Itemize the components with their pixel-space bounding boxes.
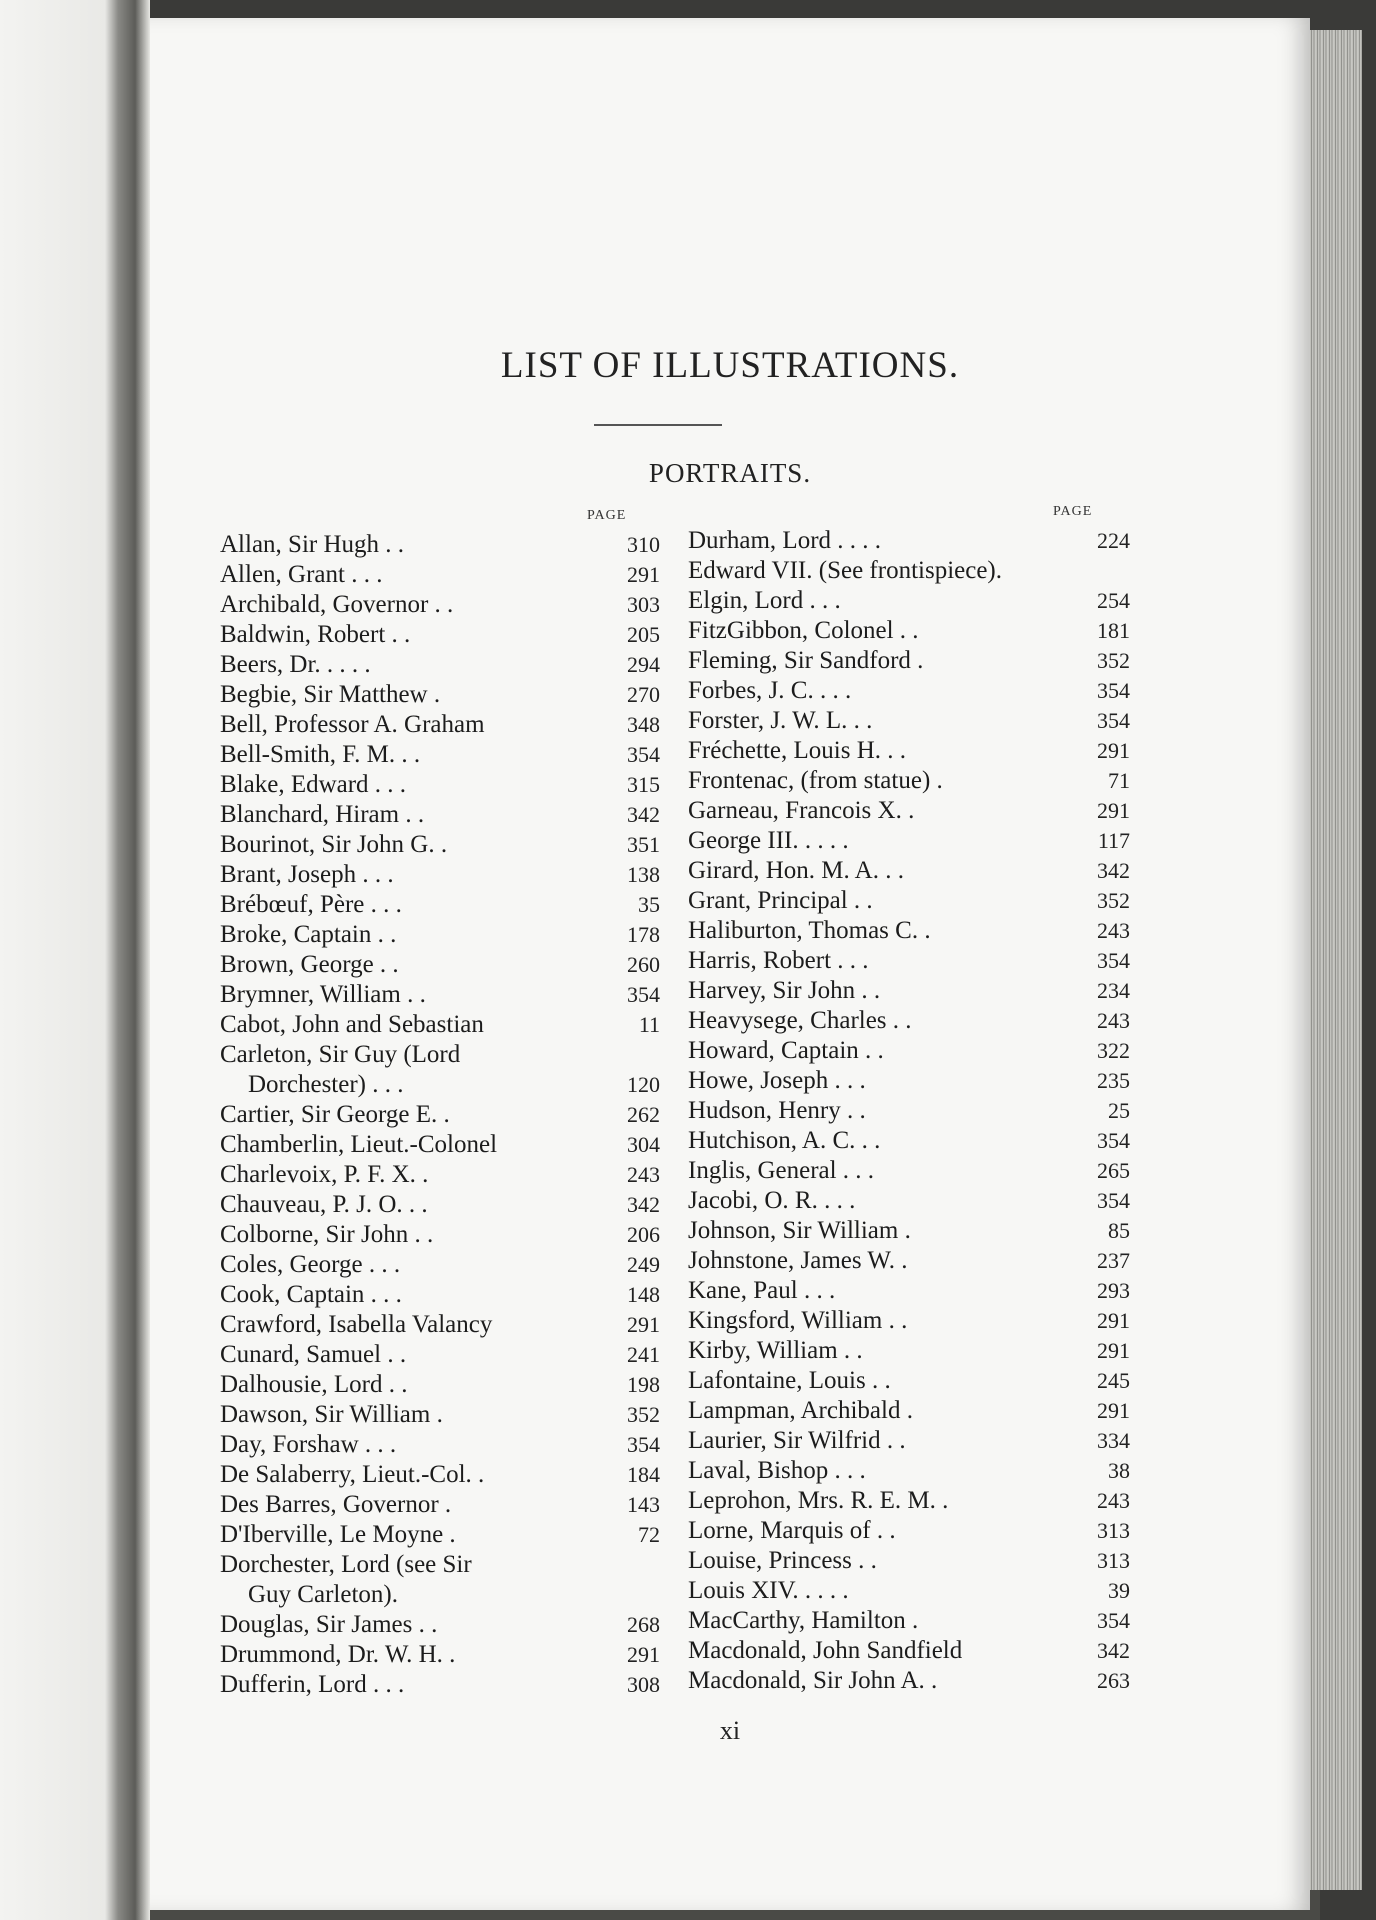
entry-name: Douglas, Sir James . . <box>220 1611 438 1638</box>
entry-name: Laurier, Sir Wilfrid . . <box>688 1427 906 1454</box>
entry-name: Dalhousie, Lord . . <box>220 1371 408 1398</box>
entry-name: Macdonald, Sir John A. . <box>688 1667 938 1694</box>
list-item <box>688 1516 1130 1546</box>
list-item <box>220 890 660 920</box>
list-item <box>688 676 1130 706</box>
entry-name: Howe, Joseph . . . <box>688 1067 866 1094</box>
entry-name: Garneau, Francois X. . <box>688 797 915 824</box>
list-item <box>220 710 660 740</box>
list-item <box>688 1666 1130 1696</box>
list-item <box>220 830 660 860</box>
list-item <box>220 1010 660 1040</box>
entry-page: 354 <box>627 982 660 1007</box>
list-item <box>688 1576 1130 1606</box>
list-item <box>688 1486 1130 1516</box>
entry-page: 241 <box>627 1342 660 1367</box>
entry-page: 354 <box>1097 708 1130 733</box>
entry-name: Heavysege, Charles . . <box>688 1007 912 1034</box>
entry-page: 245 <box>1097 1368 1130 1393</box>
entry-page: 249 <box>627 1252 660 1277</box>
list-item <box>220 1430 660 1460</box>
entry-name: Dorchester, Lord (see Sir <box>220 1551 472 1578</box>
left-page-column-header: PAGE <box>587 508 627 523</box>
entry-page: 322 <box>1097 1038 1130 1063</box>
entry-name: Crawford, Isabella Valancy <box>220 1311 493 1338</box>
entry-name: Allen, Grant . . . <box>220 561 383 588</box>
entry-page: 313 <box>1097 1518 1130 1543</box>
portrait-list-right <box>688 526 1130 1696</box>
entry-name: Coles, George . . . <box>220 1251 401 1278</box>
list-item <box>688 1246 1130 1276</box>
list-item <box>688 826 1130 856</box>
entry-page: 291 <box>1097 798 1130 823</box>
list-item <box>688 1186 1130 1216</box>
entry-page: 11 <box>638 1012 660 1037</box>
entry-page: 291 <box>1097 1308 1130 1333</box>
entry-page: 243 <box>1097 918 1130 943</box>
entry-page: 85 <box>1108 1218 1130 1243</box>
entry-page: 243 <box>1097 1008 1130 1033</box>
entry-name: Colborne, Sir John . . <box>220 1221 434 1248</box>
entry-page: 270 <box>627 682 660 707</box>
list-item <box>220 1250 660 1280</box>
entry-page: 334 <box>1097 1428 1130 1453</box>
entry-name: Dorchester) . . . <box>248 1071 404 1098</box>
list-item <box>688 796 1130 826</box>
entry-page: 342 <box>1097 858 1130 883</box>
entry-name: FitzGibbon, Colonel . . <box>688 617 919 644</box>
list-item <box>688 856 1130 886</box>
title-rule <box>594 424 722 426</box>
list-item <box>220 1550 660 1580</box>
entry-name: Dawson, Sir William . <box>220 1401 443 1428</box>
entry-page: 265 <box>1097 1158 1130 1183</box>
list-item <box>220 1130 660 1160</box>
list-item <box>688 556 1130 586</box>
list-item <box>220 1370 660 1400</box>
entry-name: Fleming, Sir Sandford . <box>688 647 924 674</box>
entry-name: Brébœuf, Père . . . <box>220 891 402 918</box>
list-item <box>688 616 1130 646</box>
entry-name: Brant, Joseph . . . <box>220 861 394 888</box>
list-item <box>220 560 660 590</box>
list-item <box>688 1456 1130 1486</box>
entry-name: D'Iberville, Le Moyne . <box>220 1521 456 1548</box>
entry-name: Begbie, Sir Matthew . <box>220 681 441 708</box>
list-item <box>220 1280 660 1310</box>
entry-name: Brymner, William . . <box>220 981 426 1008</box>
entry-page: 291 <box>627 1642 660 1667</box>
entry-name: Day, Forshaw . . . <box>220 1431 397 1458</box>
entry-page: 303 <box>627 592 660 617</box>
entry-page: 354 <box>627 1432 660 1457</box>
entry-page: 291 <box>627 562 660 587</box>
list-item <box>688 1426 1130 1456</box>
list-item <box>220 1640 660 1670</box>
entry-page: 352 <box>1097 648 1130 673</box>
entry-name: Jacobi, O. R. . . . <box>688 1187 856 1214</box>
entry-name: Bell, Professor A. Graham <box>220 711 485 738</box>
entry-name: Howard, Captain . . <box>688 1037 884 1064</box>
list-item <box>220 1670 660 1700</box>
list-item <box>688 736 1130 766</box>
list-item <box>688 1066 1130 1096</box>
entry-page: 342 <box>627 1192 660 1217</box>
entry-page: 184 <box>627 1462 660 1487</box>
entry-page: 181 <box>1097 618 1130 643</box>
entry-name: Lampman, Archibald . <box>688 1397 913 1424</box>
entry-name: Cunard, Samuel . . <box>220 1341 407 1368</box>
list-item <box>688 1126 1130 1156</box>
list-item <box>220 1490 660 1520</box>
entry-name: Edward VII. (See frontispiece). <box>688 557 1003 584</box>
entry-page: 351 <box>627 832 660 857</box>
list-item <box>688 646 1130 676</box>
entry-name: Hudson, Henry . . <box>688 1097 866 1124</box>
list-item <box>220 1190 660 1220</box>
entry-page: 315 <box>627 772 660 797</box>
list-item <box>220 650 660 680</box>
entry-page: 263 <box>1097 1668 1130 1693</box>
entry-page: 354 <box>1097 1608 1130 1633</box>
list-item <box>220 770 660 800</box>
entry-name: Des Barres, Governor . <box>220 1491 452 1518</box>
entry-name: Louis XIV. . . . . <box>688 1577 849 1604</box>
list-item <box>220 1610 660 1640</box>
entry-name: Brown, George . . <box>220 951 399 978</box>
list-item <box>688 1096 1130 1126</box>
entry-page: 243 <box>627 1162 660 1187</box>
list-item <box>220 920 660 950</box>
entry-name: Kingsford, William . . <box>688 1307 908 1334</box>
entry-page: 206 <box>627 1222 660 1247</box>
entry-name: Forbes, J. C. . . . <box>688 677 852 704</box>
entry-name: Haliburton, Thomas C. . <box>688 917 931 944</box>
entry-name: Fréchette, Louis H. . . <box>688 737 907 764</box>
entry-name: Durham, Lord . . . . <box>688 527 882 554</box>
entry-name: Johnstone, James W. . <box>688 1247 908 1274</box>
page-number: xi <box>719 1716 741 1745</box>
entry-name: Frontenac, (from statue) . <box>688 767 943 794</box>
entry-name: Hutchison, A. C. . . <box>688 1127 881 1154</box>
entry-name: De Salaberry, Lieut.-Col. . <box>220 1461 485 1488</box>
list-item <box>220 1340 660 1370</box>
entry-page: 148 <box>627 1282 660 1307</box>
list-item <box>220 1460 660 1490</box>
entry-name: Allan, Sir Hugh . . <box>220 531 405 558</box>
list-item <box>220 680 660 710</box>
list-item <box>688 706 1130 736</box>
entry-name: Cartier, Sir George E. . <box>220 1101 450 1128</box>
entry-name: Leprohon, Mrs. R. E. M. . <box>688 1487 949 1514</box>
list-item <box>220 950 660 980</box>
entry-name: Dufferin, Lord . . . <box>220 1671 405 1698</box>
entry-page: 342 <box>1097 1638 1130 1663</box>
list-item <box>220 800 660 830</box>
entry-name: Louise, Princess . . <box>688 1547 877 1574</box>
entry-name: Charlevoix, P. F. X. . <box>220 1161 429 1188</box>
list-item <box>688 1156 1130 1186</box>
entry-page: 310 <box>627 532 660 557</box>
book-gutter <box>0 0 150 1920</box>
entry-page: 354 <box>1097 1188 1130 1213</box>
list-item <box>220 1580 660 1610</box>
entry-page: 205 <box>627 622 660 647</box>
entry-name: Lafontaine, Louis . . <box>688 1367 891 1394</box>
entry-page: 352 <box>1097 888 1130 913</box>
list-item <box>688 1636 1130 1666</box>
list-item <box>688 1276 1130 1306</box>
entry-page: 352 <box>627 1402 660 1427</box>
entry-page: 354 <box>1097 678 1130 703</box>
entry-page: 260 <box>627 952 660 977</box>
entry-page: 25 <box>1108 1098 1130 1123</box>
entry-page: 291 <box>627 1312 660 1337</box>
list-item <box>688 1336 1130 1366</box>
entry-name: Girard, Hon. M. A. . . <box>688 857 904 884</box>
entry-page: 143 <box>627 1492 660 1517</box>
list-item <box>220 740 660 770</box>
list-item <box>688 1306 1130 1336</box>
entry-page: 342 <box>627 802 660 827</box>
entry-page: 348 <box>627 712 660 737</box>
list-item <box>220 860 660 890</box>
entry-name: Laval, Bishop . . . <box>688 1457 866 1484</box>
entry-page: 243 <box>1097 1488 1130 1513</box>
list-item <box>220 1220 660 1250</box>
entry-page: 254 <box>1097 588 1130 613</box>
list-item <box>688 976 1130 1006</box>
entry-name: Drummond, Dr. W. H. . <box>220 1641 456 1668</box>
entry-name: Forster, J. W. L. . . <box>688 707 873 734</box>
entry-name: Chauveau, P. J. O. . . <box>220 1191 428 1218</box>
entry-name: Bourinot, Sir John G. . <box>220 831 448 858</box>
entry-page: 39 <box>1108 1578 1130 1603</box>
entry-page: 291 <box>1097 1338 1130 1363</box>
entry-name: Broke, Captain . . <box>220 921 397 948</box>
list-item <box>688 1036 1130 1066</box>
entry-name: Cabot, John and Sebastian <box>220 1011 484 1038</box>
list-item <box>220 1160 660 1190</box>
entry-page: 291 <box>1097 738 1130 763</box>
list-item <box>688 1546 1130 1576</box>
entry-page: 138 <box>627 862 660 887</box>
list-item <box>220 1040 660 1070</box>
entry-page: 293 <box>1097 1278 1130 1303</box>
list-item <box>688 916 1130 946</box>
entry-page: 38 <box>1108 1458 1130 1483</box>
entry-name: Baldwin, Robert . . <box>220 621 411 648</box>
entry-page: 71 <box>1108 768 1130 793</box>
list-item <box>220 1070 660 1100</box>
list-item <box>688 1396 1130 1426</box>
list-item <box>220 1400 660 1430</box>
list-item <box>688 766 1130 796</box>
entry-name: Macdonald, John Sandfield <box>688 1637 963 1664</box>
entry-page: 120 <box>627 1072 660 1097</box>
list-item <box>220 1520 660 1550</box>
entry-name: Carleton, Sir Guy (Lord <box>220 1041 461 1068</box>
entry-name: Johnson, Sir William . <box>688 1217 911 1244</box>
entry-page: 35 <box>638 892 660 917</box>
entry-page: 354 <box>1097 948 1130 973</box>
entry-name: Elgin, Lord . . . <box>688 587 841 614</box>
list-item <box>688 1606 1130 1636</box>
entry-name: Blake, Edward . . . <box>220 771 407 798</box>
portrait-list-left <box>220 530 660 1700</box>
list-item <box>220 620 660 650</box>
entry-page: 291 <box>1097 1398 1130 1423</box>
right-page-column-header: PAGE <box>1053 504 1093 519</box>
entry-name: Chamberlin, Lieut.-Colonel <box>220 1131 498 1158</box>
entry-name: MacCarthy, Hamilton . <box>688 1607 919 1634</box>
list-item <box>688 1366 1130 1396</box>
entry-name: Lorne, Marquis of . . <box>688 1517 896 1544</box>
entry-page: 304 <box>627 1132 660 1157</box>
list-item <box>688 1006 1130 1036</box>
entry-name: Kane, Paul . . . <box>688 1277 836 1304</box>
entry-name: Blanchard, Hiram . . <box>220 801 425 828</box>
entry-page: 234 <box>1097 978 1130 1003</box>
list-item <box>688 886 1130 916</box>
entry-name: George III. . . . . <box>688 827 849 854</box>
entry-page: 117 <box>1097 828 1130 853</box>
entry-name: Grant, Principal . . <box>688 887 873 914</box>
entry-page: 294 <box>627 652 660 677</box>
entry-page: 354 <box>627 742 660 767</box>
list-item <box>688 586 1130 616</box>
entry-page: 262 <box>627 1102 660 1127</box>
entry-page: 224 <box>1097 528 1130 553</box>
entry-page: 235 <box>1097 1068 1130 1093</box>
entry-name: Inglis, General . . . <box>688 1157 875 1184</box>
section-heading: PORTRAITS. <box>648 458 812 488</box>
list-item <box>220 1100 660 1130</box>
entry-name: Beers, Dr. . . . . <box>220 651 371 678</box>
list-item <box>220 590 660 620</box>
list-item <box>688 946 1130 976</box>
list-item <box>220 980 660 1010</box>
entry-page: 313 <box>1097 1548 1130 1573</box>
entry-name: Cook, Captain . . . <box>220 1281 402 1308</box>
entry-page: 72 <box>638 1522 660 1547</box>
entry-page: 354 <box>1097 1128 1130 1153</box>
list-item <box>688 526 1130 556</box>
list-item <box>688 1216 1130 1246</box>
list-item <box>220 530 660 560</box>
entry-name: Harris, Robert . . . <box>688 947 869 974</box>
entry-page: 178 <box>627 922 660 947</box>
entry-page: 308 <box>627 1672 660 1697</box>
entry-name: Archibald, Governor . . <box>220 591 454 618</box>
entry-name: Harvey, Sir John . . <box>688 977 881 1004</box>
entry-page: 268 <box>627 1612 660 1637</box>
entry-name: Kirby, William . . <box>688 1337 863 1364</box>
entry-name: Bell-Smith, F. M. . . <box>220 741 421 768</box>
entry-page: 237 <box>1097 1248 1130 1273</box>
page-title: LIST OF ILLUSTRATIONS. <box>500 345 960 386</box>
entry-name: Guy Carleton). <box>248 1581 398 1608</box>
list-item <box>220 1310 660 1340</box>
entry-page: 198 <box>627 1372 660 1397</box>
